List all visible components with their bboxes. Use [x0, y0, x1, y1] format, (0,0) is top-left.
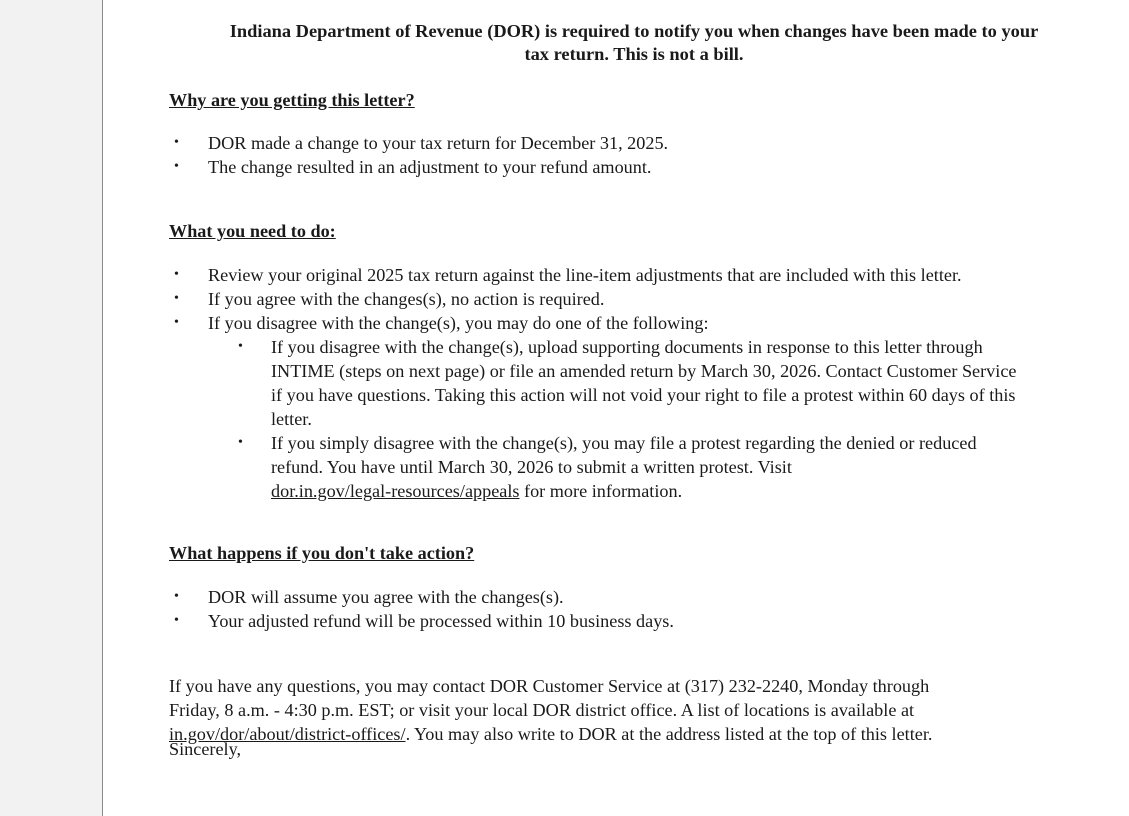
sub-item-line	[271, 479, 1099, 503]
letter-page	[102, 0, 1129, 816]
list-item: • The change resulted in an adjustment to your refund amount.	[169, 155, 1099, 179]
todo-heading: What you need to do:	[169, 221, 336, 241]
sub-item-line: INTIME (steps on next page) or file an amended return by March 30, 2026. Contact Customer Service	[271, 361, 1017, 381]
no-action-list	[169, 585, 1099, 633]
intro-line: Indiana Department of Revenue (DOR) is required to notify you when changes have been made to your	[229, 21, 1039, 41]
sub-item-line: • If you simply disagree with the change(s), you may file a protest regarding the denied or reduced	[271, 433, 977, 453]
district-offices-link[interactable]: in.gov/dor/about/district-offices/	[169, 724, 406, 744]
intro-notice	[169, 20, 1099, 66]
link-suffix: . You may also write to DOR at the address listed at the top of this letter.	[405, 724, 933, 744]
closing: Sincerely,	[169, 739, 242, 759]
list-item: • If you agree with the changes(s), no action is required.	[169, 287, 1099, 311]
sub-list-item-protest	[208, 431, 1099, 503]
list-item-text: If you disagree with the change(s), you may do one of the following:	[208, 313, 709, 333]
paragraph-line	[169, 722, 1099, 746]
why-list	[169, 131, 1099, 179]
sub-list-item-upload	[208, 335, 1099, 431]
list-item	[169, 311, 1099, 503]
link-suffix: for more information.	[519, 481, 683, 501]
todo-list	[169, 263, 1099, 503]
sub-item-line: if you have questions. Taking this action will not void your right to file a protest within 60 days of this	[271, 385, 1016, 405]
contact-paragraph	[169, 674, 1099, 746]
appeals-link[interactable]: dor.in.gov/legal-resources/appeals	[271, 481, 520, 501]
sub-item-line: • If you disagree with the change(s), upload supporting documents in response to this letter through	[271, 337, 983, 357]
list-item: • DOR will assume you agree with the changes(s).	[169, 585, 1099, 609]
intro-line: tax return. This is not a bill.	[524, 44, 744, 64]
no-action-heading: What happens if you don't take action?	[169, 543, 475, 563]
sub-item-line: refund. You have until March 30, 2026 to submit a written protest. Visit	[271, 457, 792, 477]
list-item: • DOR made a change to your tax return for December 31, 2025.	[169, 131, 1099, 155]
list-item: • Your adjusted refund will be processed within 10 business days.	[169, 609, 1099, 633]
why-heading: Why are you getting this letter?	[169, 90, 415, 110]
list-item: • Review your original 2025 tax return against the line-item adjustments that are included with this letter.	[169, 263, 1099, 287]
paragraph-line: Friday, 8 a.m. - 4:30 p.m. EST; or visit your local DOR district office. A list of locations is available at	[169, 700, 915, 720]
todo-sub-list	[208, 335, 1099, 503]
sub-item-line: letter.	[271, 409, 312, 429]
paragraph-line: If you have any questions, you may contact DOR Customer Service at (317) 232-2240, Monday through	[169, 676, 930, 696]
